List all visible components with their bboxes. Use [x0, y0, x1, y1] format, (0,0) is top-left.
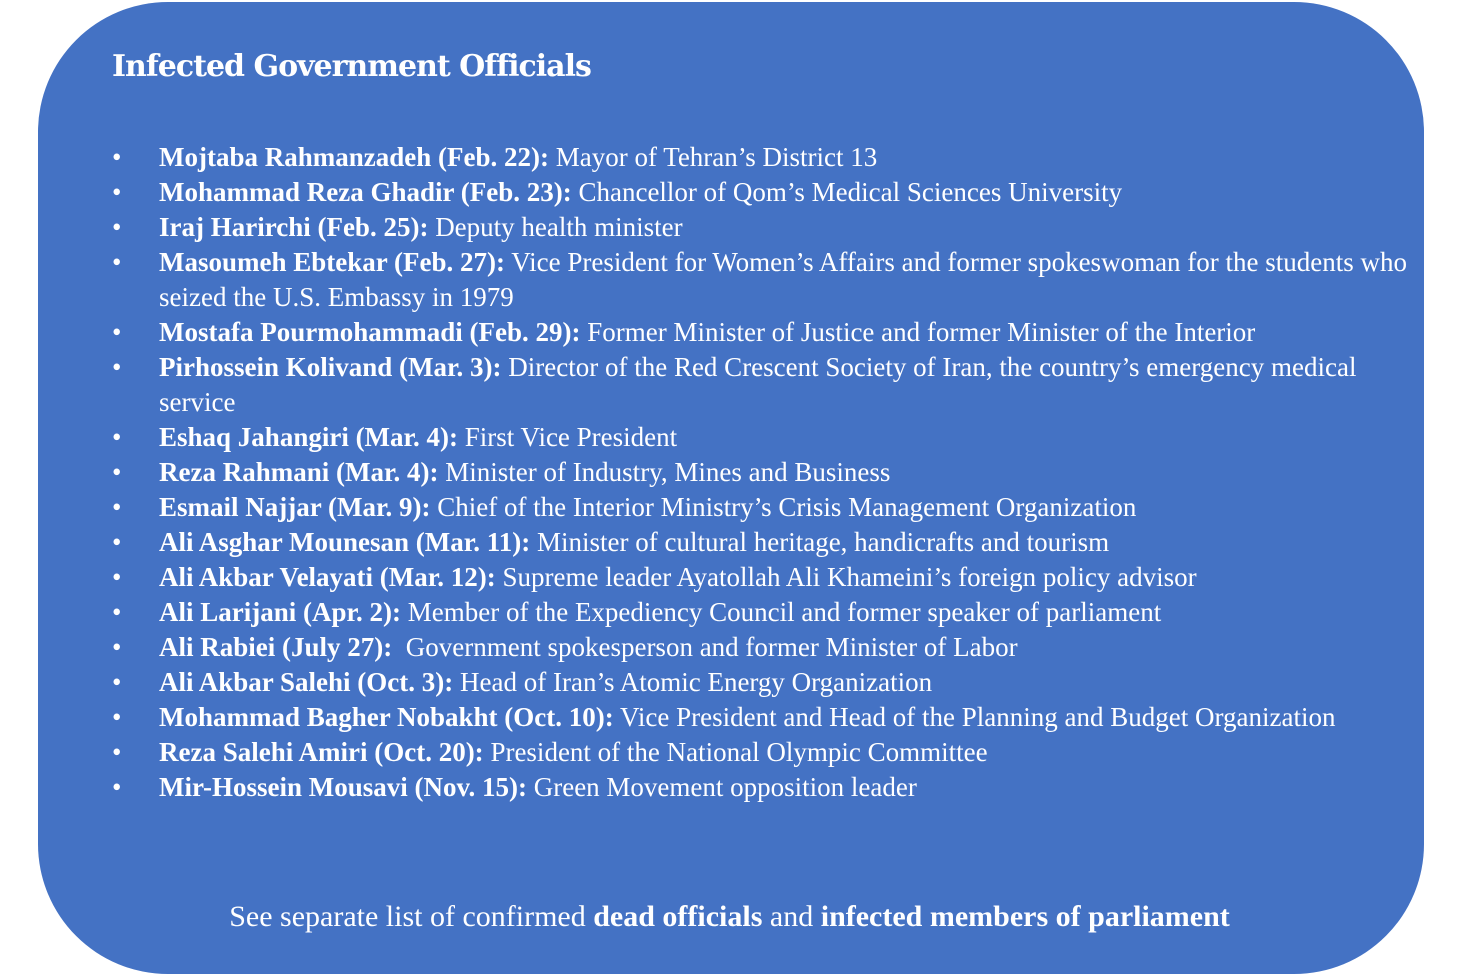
official-name: Mojtaba Rahmanzadeh (Feb. 22):: [159, 142, 549, 172]
official-name: Pirhossein Kolivand (Mar. 3):: [159, 352, 502, 382]
list-item: [112, 700, 1412, 735]
list-item: [112, 735, 1412, 770]
official-name: Ali Rabiei (July 27):: [159, 632, 393, 662]
list-item: [112, 525, 1412, 560]
official-role: Minister of Industry, Mines and Business: [438, 457, 891, 487]
official-name: Mostafa Pourmohammadi (Feb. 29):: [159, 317, 581, 347]
bullet-icon: •: [112, 772, 122, 802]
officials-list: [112, 140, 1412, 805]
list-item: [112, 350, 1412, 420]
bullet-icon: •: [112, 632, 122, 662]
official-role: Government spokesperson and former Minister of Labor: [392, 632, 1018, 662]
list-item: [112, 140, 1412, 175]
official-name: Mohammad Reza Ghadir (Feb. 23):: [159, 177, 572, 207]
official-name: Masoumeh Ebtekar (Feb. 27):: [159, 247, 505, 277]
bullet-icon: •: [112, 527, 122, 557]
official-role: Former Minister of Justice and former Minister of the Interior: [580, 317, 1256, 347]
list-item: [112, 315, 1412, 350]
official-role: Head of Iran’s Atomic Energy Organization: [453, 667, 933, 697]
official-role: Director of the Red Crescent Society of Iran, the country’s emergency medical service: [159, 352, 1364, 417]
list-item: [112, 420, 1412, 455]
list-item: [112, 630, 1412, 665]
list-item: [112, 490, 1412, 525]
official-name: Ali Akbar Velayati (Mar. 12):: [159, 562, 496, 592]
official-name: Reza Rahmani (Mar. 4):: [159, 457, 439, 487]
official-name: Reza Salehi Amiri (Oct. 20):: [159, 737, 484, 767]
list-item: [112, 455, 1412, 490]
list-item: [112, 560, 1412, 595]
bullet-icon: •: [112, 457, 122, 487]
bullet-icon: •: [112, 667, 122, 697]
bullet-icon: •: [112, 702, 122, 732]
official-role: Vice President and Head of the Planning and Budget Organization: [613, 702, 1336, 732]
list-item: [112, 175, 1412, 210]
page-title: Infected Government Officials: [112, 49, 591, 84]
official-role: Vice President for Women’s Affairs and former spokeswoman for the students who seized the U.S. Embassy in 1979: [159, 247, 1414, 312]
bullet-icon: •: [112, 247, 122, 277]
bullet-icon: •: [112, 352, 122, 382]
official-role: Minister of cultural heritage, handicrafts and tourism: [530, 527, 1110, 557]
bullet-icon: •: [112, 562, 122, 592]
bullet-icon: •: [112, 142, 122, 172]
official-role: Deputy health minister: [428, 212, 683, 242]
list-item: [112, 595, 1412, 630]
official-name: Mohammad Bagher Nobakht (Oct. 10):: [159, 702, 614, 732]
official-name: Iraj Harirchi (Feb. 25):: [159, 212, 429, 242]
list-item: [112, 665, 1412, 700]
list-item: [112, 770, 1412, 805]
bullet-icon: •: [112, 212, 122, 242]
bullet-icon: •: [112, 492, 122, 522]
list-item: [112, 245, 1412, 315]
official-name: Ali Asghar Mounesan (Mar. 11):: [159, 527, 531, 557]
bullet-icon: •: [112, 422, 122, 452]
bullet-icon: •: [112, 737, 122, 767]
official-name: Mir-Hossein Mousavi (Nov. 15):: [159, 772, 527, 802]
official-role: President of the National Olympic Committee: [483, 737, 988, 767]
official-name: Esmail Najjar (Mar. 9):: [159, 492, 431, 522]
official-name: Ali Akbar Salehi (Oct. 3):: [159, 667, 454, 697]
official-role: Member of the Expediency Council and former speaker of parliament: [401, 597, 1162, 627]
bullet-icon: •: [112, 597, 122, 627]
footer-prefix: See separate list of confirmed: [229, 900, 594, 933]
official-role: Supreme leader Ayatollah Ali Khameini’s foreign policy advisor: [495, 562, 1197, 592]
official-role: Chief of the Interior Ministry’s Crisis Management Organization: [430, 492, 1137, 522]
official-name: Ali Larijani (Apr. 2):: [159, 597, 401, 627]
bullet-icon: •: [112, 177, 122, 207]
dead-officials-link[interactable]: dead officials: [593, 900, 763, 933]
footer-middle: and: [762, 900, 821, 933]
bullet-icon: •: [112, 317, 122, 347]
list-item: [112, 210, 1412, 245]
official-role: Green Movement opposition leader: [526, 772, 917, 802]
official-role: Chancellor of Qom’s Medical Sciences University: [571, 177, 1123, 207]
footer-note: [0, 900, 1459, 934]
official-role: First Vice President: [458, 422, 678, 452]
official-role: Mayor of Tehran’s District 13: [548, 142, 878, 172]
official-name: Eshaq Jahangiri (Mar. 4):: [159, 422, 459, 452]
infected-parliament-link[interactable]: infected members of parliament: [820, 900, 1230, 933]
